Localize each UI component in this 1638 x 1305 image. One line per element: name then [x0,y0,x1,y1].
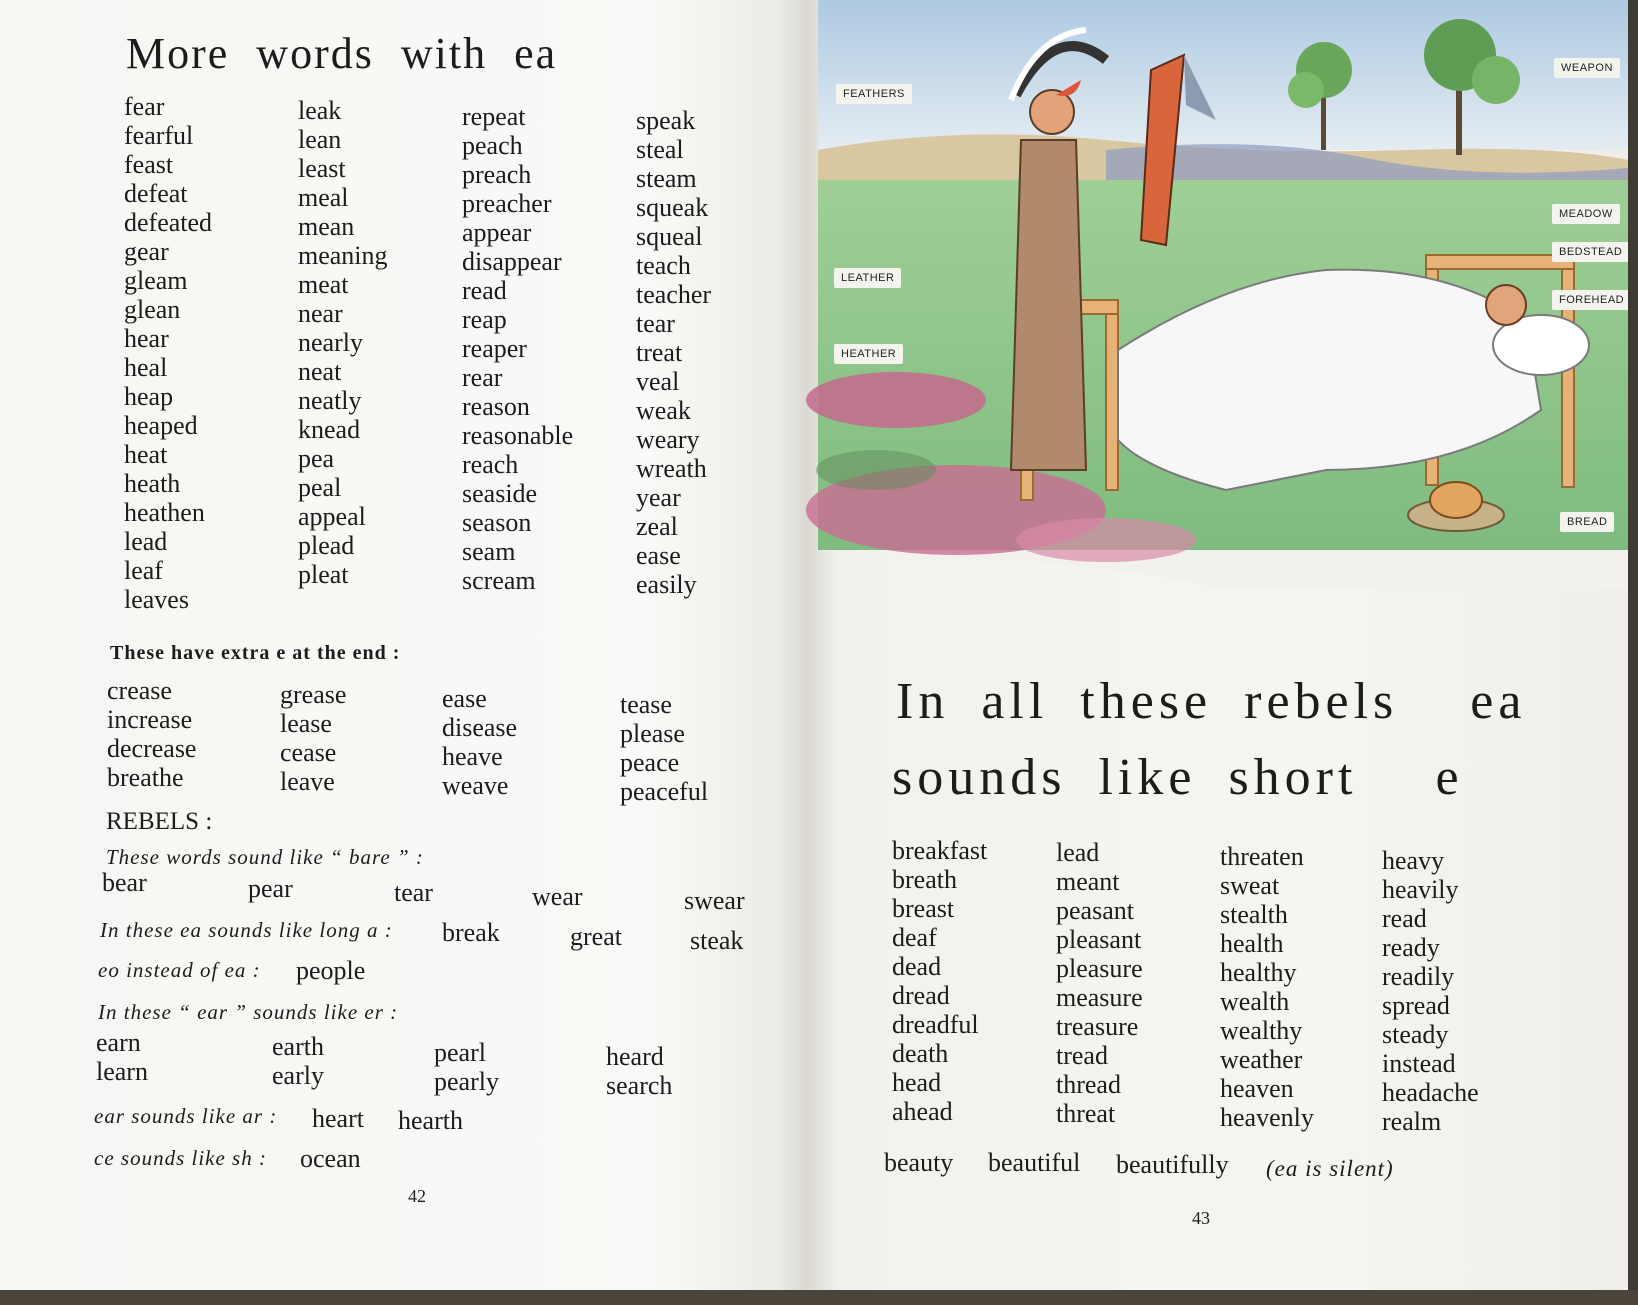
word: speak [636,106,696,135]
word: deaf [892,923,937,952]
bare-note: These words sound like “ bare ” : [106,845,424,869]
word: preacher [462,189,552,218]
er-column-2 [272,1032,324,1090]
word: rear [462,363,503,392]
word: tear [636,309,675,338]
sleeper-head [1486,285,1526,325]
word: peace [620,748,680,777]
sh-word: ocean [300,1144,361,1173]
illustration [806,0,1628,600]
word: disease [442,713,518,742]
label-bedstead: BEDSTEAD [1552,242,1628,262]
word: heap [124,382,174,411]
silent-note: (ea is silent) [1266,1156,1394,1181]
word: reap [462,305,507,334]
word: tread [1056,1041,1108,1070]
word: leave [280,767,335,796]
word: mean [298,212,355,241]
word: earth [272,1032,324,1061]
bare-word: bear [102,868,147,897]
word: reach [462,450,519,479]
word: near [298,299,343,328]
word: squeal [636,222,703,251]
word: wealthy [1220,1016,1303,1045]
word: reason [462,392,530,421]
word: wreath [636,454,707,483]
ar-word: hearth [398,1106,463,1135]
word-column-3 [462,102,573,595]
word: fear [124,92,165,121]
heading-line-2 [892,748,1464,807]
er-note: In these “ ear ” sounds like er : [98,1000,399,1024]
extra-e-column-2 [280,680,346,796]
long-a-word: break [442,918,500,947]
word: hear [124,324,169,353]
word: steam [636,164,697,193]
word: heaped [124,411,198,440]
label-meadow: MEADOW [1552,204,1620,224]
bare-word: swear [684,886,745,915]
word: search [606,1071,673,1100]
rebel-column-1 [892,836,987,1126]
page-title: More words with ea [126,29,558,78]
rebel-column-3 [1220,842,1314,1132]
word: heavy [1382,846,1445,875]
word: heath [124,469,181,498]
word: breathe [107,763,184,792]
word: seam [462,537,516,566]
word: heavily [1382,875,1459,904]
ar-word: heart [312,1104,364,1133]
word: measure [1056,983,1143,1012]
word: decrease [107,734,197,763]
word: read [462,276,507,305]
word: lean [298,125,342,154]
word: increase [107,705,193,734]
word: squeak [636,193,709,222]
beauty-word: beautiful [988,1148,1081,1177]
word: ease [442,684,487,713]
word: pleasure [1056,954,1143,983]
word: please [620,719,685,748]
word: defeat [124,179,188,208]
heading-line-1 [896,672,1526,731]
heading-ea: ea [1470,673,1527,730]
label-feathers: FEATHERS [836,84,912,104]
er-column-1 [96,1028,148,1086]
word: stealth [1220,900,1288,929]
word: glean [124,295,181,324]
word-column-1 [124,92,212,614]
word: threat [1056,1099,1116,1128]
word: pleat [298,560,349,589]
word: disappear [462,247,562,276]
word: tease [620,690,672,719]
right-page [806,0,1628,1305]
word: heave [442,742,503,771]
word: repeat [462,102,526,131]
beauty-word: beauty [884,1148,954,1177]
word: head [892,1068,942,1097]
label-forehead: FOREHEAD [1552,290,1628,310]
word: ahead [892,1097,953,1126]
word: headache [1382,1078,1479,1107]
word: ready [1382,933,1440,962]
word: appeal [298,502,366,531]
extra-e-column-3 [442,684,517,800]
word: teach [636,251,691,280]
er-column-3 [434,1038,499,1096]
page-number: 43 [1192,1208,1210,1228]
label-leather: LEATHER [834,268,901,288]
word: dead [892,952,942,981]
word: neatly [298,386,362,415]
word: earn [96,1028,141,1057]
word: meant [1056,867,1120,896]
heading-text: In all these rebels [896,673,1399,730]
word: scream [462,566,536,595]
word: least [298,154,346,183]
rebels-heading: REBELS : [106,808,213,835]
sh-note: ce sounds like sh : [94,1146,267,1170]
word: breath [892,865,957,894]
word: reaper [462,334,527,363]
word: zeal [636,512,678,541]
word: death [892,1039,949,1068]
word: readily [1382,962,1455,991]
extra-e-column-1 [107,676,196,792]
word: heat [124,440,168,469]
word: pearly [434,1067,499,1096]
word: nearly [298,328,363,357]
word: weary [636,425,700,454]
word: crease [107,676,172,705]
long-a-word: great [570,922,622,951]
word: peal [298,473,342,502]
word: defeated [124,208,213,237]
heading-text: sounds like short [892,749,1358,806]
word: weave [442,771,509,800]
word: read [1382,904,1427,933]
word: treat [636,338,683,367]
bare-word: wear [532,882,583,911]
word: weak [636,396,691,425]
word: breakfast [892,836,988,865]
word: meaning [298,241,388,270]
word: early [272,1061,324,1090]
word: feast [124,150,174,179]
word: season [462,508,532,537]
word: easily [636,570,697,599]
word: wealth [1220,987,1290,1016]
extra-e-heading: These have extra e at the end : [110,642,401,664]
word: heal [124,353,168,382]
word: gear [124,237,169,266]
word: weather [1220,1045,1303,1074]
word: sweat [1220,871,1280,900]
word: heathen [124,498,205,527]
eo-note: eo instead of ea : [98,958,261,982]
word: pearl [434,1038,486,1067]
left-page [0,0,812,1305]
word: peaceful [620,777,709,806]
bare-word: tear [394,878,433,907]
word: lease [280,709,332,738]
word: thread [1056,1070,1121,1099]
word: meat [298,270,349,299]
rebel-column-2 [1056,838,1143,1128]
eo-word: people [296,956,366,985]
word: knead [298,415,361,444]
label-weapon: WEAPON [1554,58,1620,78]
extra-e-column-4 [620,690,708,806]
word: reasonable [462,421,574,450]
word: dreadful [892,1010,979,1039]
label-heather: HEATHER [834,344,903,364]
word: treasure [1056,1012,1139,1041]
long-a-note: In these ea sounds like long a : [100,918,393,942]
word: peasant [1056,896,1134,925]
word: leak [298,96,342,125]
word-column-2 [298,96,388,589]
word: fearful [124,121,194,150]
word: preach [462,160,532,189]
word: year [636,483,681,512]
word-column-4 [636,106,711,599]
word: plead [298,531,355,560]
long-a-word: steak [690,926,744,955]
word: lead [1056,838,1100,867]
word: seaside [462,479,538,508]
label-bread: BREAD [1560,512,1614,532]
word: cease [280,738,337,767]
word: learn [96,1057,148,1086]
word: grease [280,680,347,709]
bare-word: pear [248,874,293,903]
heading-e: e [1435,749,1464,806]
word: realm [1382,1107,1442,1136]
word: leaf [124,556,163,585]
word: leaves [124,585,189,614]
word: instead [1382,1049,1456,1078]
word: health [1220,929,1284,958]
word: heavenly [1220,1103,1314,1132]
word: healthy [1220,958,1297,987]
word: heard [606,1042,664,1071]
word: threaten [1220,842,1304,871]
word: heaven [1220,1074,1294,1103]
word: gleam [124,266,188,295]
word: pleasant [1056,925,1142,954]
er-column-4 [606,1042,672,1100]
book-edge [0,1290,1638,1305]
word: ease [636,541,681,570]
word: teacher [636,280,712,309]
word: steady [1382,1020,1449,1049]
word: peach [462,131,523,160]
beauty-word: beautifully [1116,1150,1229,1179]
ar-note: ear sounds like ar : [94,1104,278,1128]
word: dread [892,981,950,1010]
word: meal [298,183,349,212]
word: breast [892,894,955,923]
word: neat [298,357,342,386]
word: veal [636,367,680,396]
word: lead [124,527,168,556]
word: appear [462,218,532,247]
word: spread [1382,991,1450,1020]
rebel-column-4 [1382,846,1479,1136]
word: steal [636,135,684,164]
page-number: 42 [408,1186,426,1206]
word: pea [298,444,335,473]
